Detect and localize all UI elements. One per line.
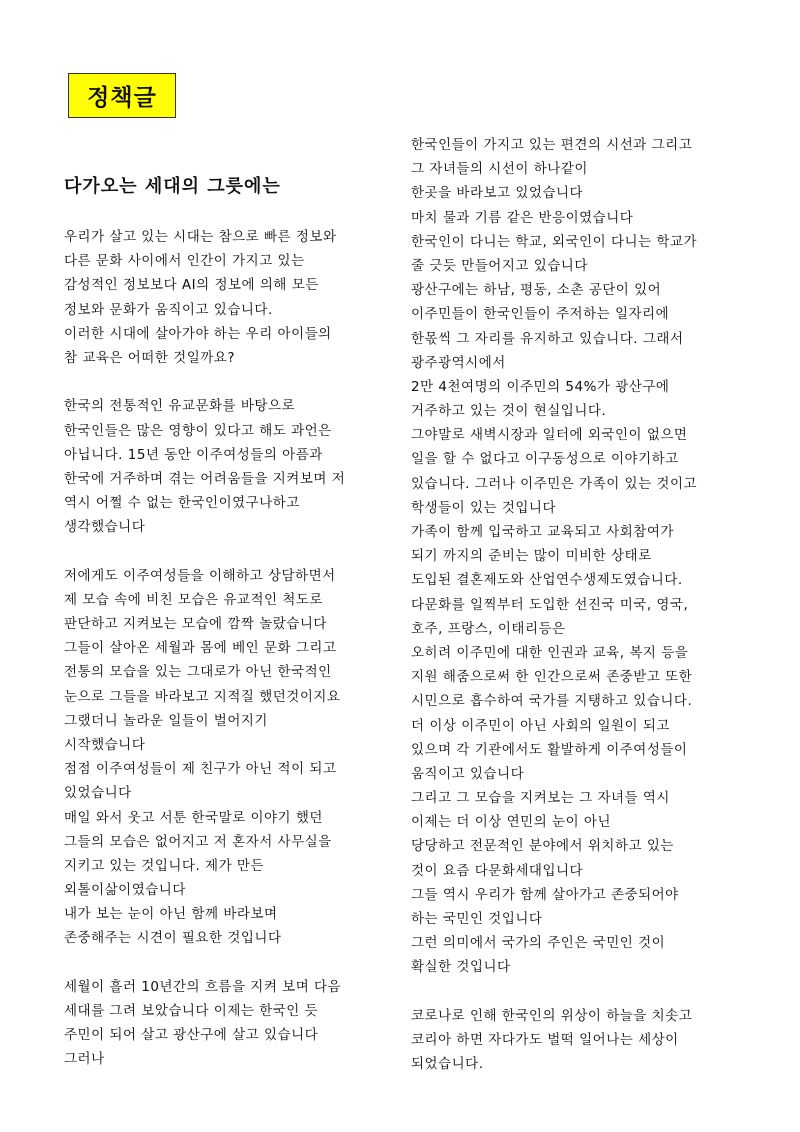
text-line: 감성적인 정보보다 AI의 정보에 의해 모든 xyxy=(64,277,319,294)
text-line: 한국에 거주하며 겪는 어려움들을 지켜보며 저 xyxy=(64,470,346,487)
text-line: 있습니다. 그러나 이주민은 가족이 있는 것이고 xyxy=(411,475,698,492)
text-line: 존중해주는 시견이 필요한 것입니다 xyxy=(64,930,282,947)
text-line: 주민이 되어 살고 광산구에 살고 있습니다 xyxy=(64,1027,319,1044)
text-line: 세대를 그려 보았습니다 이제는 한국인 듯 xyxy=(64,1003,319,1019)
text-line: 그 자녀들의 시선이 하나같이 xyxy=(411,161,588,178)
text-line: 생각했습니다 xyxy=(64,519,146,536)
text-line: 시민으로 흡수하여 국가를 지탱하고 있습니다. xyxy=(411,693,693,710)
text-line: 역시 어쩔 수 없는 한국인이였구나하고 xyxy=(64,495,300,512)
text-line: 코리아 하면 자다가도 벌떡 일어나는 세상이 xyxy=(411,1031,679,1048)
text-line: 그리고 그 모습을 지켜보는 그 자녀들 역시 xyxy=(411,790,670,807)
text-line: 도입된 결혼제도와 산업연수생제도였습니다. xyxy=(411,572,683,589)
text-line: 되기 까지의 준비는 많이 미비한 상태로 xyxy=(411,548,652,565)
text-line: 거주하고 있는 것이 현실입니다. xyxy=(411,403,607,420)
text-line: 일을 할 수 없다고 이구동성으로 이야기하고 xyxy=(411,451,679,468)
text-line: 움직이고 있습니다 xyxy=(411,765,525,782)
left-column xyxy=(64,225,380,1072)
text-line: 그러나 xyxy=(64,1051,105,1068)
text-line: 판단하고 지켜보는 모습에 깜짝 놀랐습니다 xyxy=(64,616,327,632)
text-line: 시작했습니다 xyxy=(64,736,146,753)
text-line: 그들 역시 우리가 함께 살아가고 존중되어야 xyxy=(411,886,679,903)
right-column xyxy=(411,133,741,1076)
text-line: 점점 이주여성들이 제 친구가 아닌 적이 되고 xyxy=(64,761,337,778)
category-label-text: 정책글 xyxy=(87,85,157,111)
text-line: 그들이 살아온 세월과 몸에 베인 문화 그리고 xyxy=(64,640,337,657)
text-line: 하는 국민인 것입니다 xyxy=(411,911,543,927)
category-label xyxy=(68,73,176,118)
text-line: 그런 의미에서 국가의 주인은 국민인 것이 xyxy=(411,935,666,952)
text-line: 더 이상 이주민이 아닌 사회의 일원이 되고 xyxy=(411,717,670,734)
text-line: 참 교육은 어떠한 것일까요? xyxy=(64,349,235,366)
text-line: 그야말로 새벽시장과 일터에 외국인이 없으면 xyxy=(411,427,688,444)
text-line: 것이 요즘 다문화세대입니다 xyxy=(411,862,584,879)
text-line: 한국인들은 많은 영향이 있다고 해도 과언은 xyxy=(64,422,332,439)
text-line: 광산구에는 하남, 평동, 소촌 공단이 있어 xyxy=(411,282,662,299)
article-title: 다가오는 세대의 그릇에는 xyxy=(64,176,281,197)
text-line: 이주민들이 한국인들이 주저하는 일자리에 xyxy=(411,306,670,323)
text-line xyxy=(64,539,380,563)
text-line: 지원 해줌으로써 한 인간으로써 존중받고 또한 xyxy=(411,669,693,686)
text-line: 가족이 함께 입국하고 교육되고 사회참여가 xyxy=(411,524,674,540)
text-line: 이러한 시대에 살아가야 하는 우리 아이들의 xyxy=(64,325,332,342)
text-line: 다문화를 일찍부터 도입한 선진국 미국, 영국, xyxy=(411,596,689,613)
text-line: 다른 문화 사이에서 인간이 가지고 있는 xyxy=(64,253,305,270)
text-line: 내가 보는 눈이 아닌 함께 바라보며 xyxy=(64,906,278,923)
text-line: 있으며 각 기관에서도 활발하게 이주여성들이 xyxy=(411,741,688,758)
text-line: 저에게도 이주여성들을 이해하고 상담하면서 xyxy=(64,567,336,584)
text-line: 전통의 모습을 있는 그대로가 아닌 한국적인 xyxy=(64,664,332,681)
text-line: 매일 와서 웃고 서툰 한국말로 이야기 했던 xyxy=(64,809,323,826)
text-line: 지키고 있는 것입니다. 제가 만든 xyxy=(64,857,264,874)
text-line: 오히려 이주민에 대한 인권과 교육, 복지 등을 xyxy=(411,644,689,661)
text-line: 줄 긋듯 만들어지고 있습니다 xyxy=(411,257,588,274)
text-line: 광주광역시에서 xyxy=(411,354,506,371)
text-line: 한몫씩 그 자리를 유지하고 있습니다. 그래서 xyxy=(411,330,684,347)
text-line: 2만 4천여명의 이주민의 54%가 광산구에 xyxy=(411,378,670,395)
text-line: 이제는 더 이상 연민의 눈이 아닌 xyxy=(411,814,611,831)
text-line: 한국인이 다니는 학교, 외국인이 다니는 학교가 xyxy=(411,233,698,250)
text-line: 눈으로 그들을 바라보고 지적질 했던것이지요 xyxy=(64,688,341,705)
text-line: 한곳을 바라보고 있었습니다 xyxy=(411,185,584,202)
text-line: 학생들이 있는 것입니다 xyxy=(411,499,556,516)
text-line xyxy=(411,980,741,1004)
text-line: 제 모습 속에 비친 모습은 유교적인 척도로 xyxy=(64,591,323,608)
text-line: 되었습니다. xyxy=(411,1056,484,1073)
text-line: 마치 물과 기름 같은 반응이였습니다 xyxy=(411,209,634,226)
text-line: 정보와 문화가 움직이고 있습니다. xyxy=(64,301,273,318)
text-line: 그랬더니 놀라운 일들이 벌어지기 xyxy=(64,712,268,729)
text-line: 한국의 전통적인 유교문화를 바탕으로 xyxy=(64,398,296,415)
text-line: 세월이 흘러 10년간의 흐름을 지켜 보며 다음 xyxy=(64,978,342,995)
text-line: 한국인들이 가지고 있는 편견의 시선과 그리고 xyxy=(411,137,693,153)
text-line: 당당하고 전문적인 분야에서 위치하고 있는 xyxy=(411,838,674,855)
text-line: 호주, 프랑스, 이태리등은 xyxy=(411,620,566,637)
text-line xyxy=(64,370,380,394)
text-line xyxy=(64,951,380,975)
text-line: 있었습니다 xyxy=(64,785,132,802)
text-line: 우리가 살고 있는 시대는 참으로 빠른 정보와 xyxy=(64,229,337,245)
text-line: 확실한 것입니다 xyxy=(411,959,511,976)
text-line: 아닙니다. 15년 동안 이주여성들의 아픔과 xyxy=(64,446,323,463)
text-line: 외톨이삶이였습니다 xyxy=(64,882,186,899)
text-line: 그들의 모습은 없어지고 저 혼자서 사무실을 xyxy=(64,833,332,850)
text-line: 코로나로 인해 한국인의 위상이 하늘을 치솟고 xyxy=(411,1007,693,1024)
